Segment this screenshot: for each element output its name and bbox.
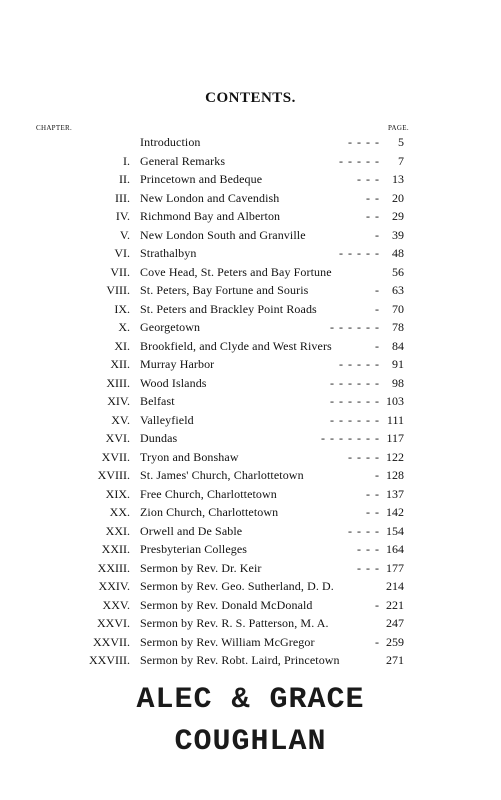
dot-leader: - - - - xyxy=(348,449,380,464)
dot-leader: - - - - - - xyxy=(330,320,380,334)
chapter-number: XXVIII. xyxy=(89,653,130,667)
toc-row xyxy=(0,411,501,430)
dot-leader: - - - - xyxy=(348,523,380,538)
chapter-title: Richmond Bay and Alberton xyxy=(140,209,281,223)
chapter-title: Sermon by Rev. R. S. Patterson, M. A. xyxy=(140,616,329,630)
chapter-column-header: CHAPTER. xyxy=(36,124,73,132)
chapter-number: XXV. xyxy=(102,597,130,612)
table-of-contents xyxy=(0,133,501,670)
dot-leader: - - - - - - xyxy=(330,375,380,390)
dot-leader: - - - - - - - xyxy=(321,431,380,445)
page-number: 48 xyxy=(392,246,404,260)
chapter-number: XII. xyxy=(110,357,130,371)
chapter-title: Zion Church, Charlottetown xyxy=(140,505,279,519)
page-number: 5 xyxy=(398,135,404,149)
dot-leader: - - - - - - xyxy=(330,412,380,427)
chapter-title: St. Peters and Brackley Point Roads xyxy=(140,301,317,316)
chapter-number: XVII. xyxy=(101,449,130,464)
chapter-title: Valleyfield xyxy=(140,412,194,427)
chapter-title: Sermon by Rev. William McGregor xyxy=(140,634,315,649)
dot-leader: - xyxy=(375,468,380,482)
page-number: 154 xyxy=(386,523,404,538)
chapter-number: VIII. xyxy=(106,283,130,297)
toc-row xyxy=(0,300,501,319)
toc-row xyxy=(0,429,501,448)
chapter-title: General Remarks xyxy=(140,153,226,168)
chapter-number: XXIII. xyxy=(97,560,130,575)
page-column-header: PAGE. xyxy=(388,124,409,132)
toc-row xyxy=(0,189,501,208)
chapter-title: Dundas xyxy=(140,431,178,445)
page-number: 137 xyxy=(386,486,404,501)
dot-leader: - - - xyxy=(357,560,380,575)
page-title: CONTENTS. xyxy=(205,90,296,106)
dot-leader: - xyxy=(375,301,380,316)
chapter-title: St. James' Church, Charlottetown xyxy=(140,468,304,482)
toc-row xyxy=(0,577,501,596)
chapter-title: Sermon by Rev. Robt. Laird, Princetown xyxy=(140,653,340,667)
chapter-number: X. xyxy=(118,320,130,334)
chapter-title: Sermon by Rev. Dr. Keir xyxy=(140,560,262,575)
page-number: 117 xyxy=(386,431,404,445)
toc-row xyxy=(0,318,501,337)
dot-leader: - xyxy=(375,283,380,297)
owner-stamp-line-2: COUGHLAN xyxy=(174,725,327,759)
page-number: 78 xyxy=(392,320,404,334)
page-number: 29 xyxy=(392,209,404,223)
toc-row xyxy=(0,374,501,393)
chapter-number: XXIV. xyxy=(98,579,130,593)
chapter-title: Princetown and Bedeque xyxy=(140,172,263,186)
page-number: 247 xyxy=(386,616,404,630)
chapter-title: Wood Islands xyxy=(140,375,207,390)
toc-row xyxy=(0,133,501,152)
chapter-title: Cove Head, St. Peters and Bay Fortune xyxy=(140,264,332,279)
chapter-number: V. xyxy=(119,227,130,242)
dot-leader: - xyxy=(375,634,380,649)
chapter-title: Free Church, Charlottetown xyxy=(140,486,277,501)
dot-leader: - - xyxy=(366,505,380,519)
toc-row xyxy=(0,355,501,374)
page-number: 63 xyxy=(392,283,404,297)
chapter-number: XIII. xyxy=(106,375,130,390)
toc-row xyxy=(0,540,501,559)
chapter-number: XXII. xyxy=(101,542,130,556)
chapter-title: Brookfield, and Clyde and West Rivers xyxy=(140,338,332,353)
chapter-number: IX. xyxy=(114,301,130,316)
chapter-number: III. xyxy=(115,190,130,205)
toc-row xyxy=(0,503,501,522)
page-number: 7 xyxy=(398,153,404,168)
chapter-title: New London South and Granville xyxy=(140,227,306,242)
dot-leader: - - - - - xyxy=(339,246,380,260)
toc-row xyxy=(0,244,501,263)
toc-row xyxy=(0,207,501,226)
dot-leader: - xyxy=(375,338,380,353)
toc-row xyxy=(0,466,501,485)
toc-row xyxy=(0,596,501,615)
toc-row xyxy=(0,522,501,541)
dot-leader: - xyxy=(375,227,380,242)
chapter-number: VII. xyxy=(110,264,130,279)
chapter-title: Tryon and Bonshaw xyxy=(140,449,239,464)
chapter-title: Murray Harbor xyxy=(140,357,215,371)
toc-row xyxy=(0,559,501,578)
toc-row xyxy=(0,170,501,189)
toc-row xyxy=(0,614,501,633)
page-number: 271 xyxy=(386,653,404,667)
toc-row xyxy=(0,152,501,171)
chapter-title: New London and Cavendish xyxy=(140,190,280,205)
dot-leader: - - - - - xyxy=(339,153,380,168)
owner-stamp-line-1: ALEC & GRACE xyxy=(136,683,365,717)
page-number: 111 xyxy=(386,412,404,427)
page-number: 20 xyxy=(392,190,404,205)
chapter-title: Georgetown xyxy=(140,320,201,334)
dot-leader: - xyxy=(375,597,380,612)
chapter-number: XX. xyxy=(109,505,130,519)
chapter-number: XIV. xyxy=(107,394,130,408)
page-number: 39 xyxy=(392,227,404,242)
page-number: 142 xyxy=(386,505,404,519)
toc-row xyxy=(0,448,501,467)
chapter-number: IV. xyxy=(115,209,130,223)
page-number: 128 xyxy=(386,468,404,482)
chapter-number: XV. xyxy=(111,412,130,427)
dot-leader: - - - - xyxy=(348,135,380,149)
page-number: 259 xyxy=(386,634,404,649)
chapter-title: Introduction xyxy=(140,135,201,149)
chapter-number: XXI. xyxy=(105,523,130,538)
page-number: 84 xyxy=(392,338,404,353)
toc-row xyxy=(0,485,501,504)
toc-row xyxy=(0,281,501,300)
page-number: 103 xyxy=(386,394,404,408)
toc-row xyxy=(0,263,501,282)
chapter-number: XVI. xyxy=(105,431,130,445)
chapter-title: Belfast xyxy=(140,394,175,408)
chapter-number: XI. xyxy=(114,338,130,353)
page-number: 98 xyxy=(392,375,404,390)
chapter-number: XIX. xyxy=(105,486,130,501)
page-number: 56 xyxy=(392,264,404,279)
toc-row xyxy=(0,633,501,652)
toc-row xyxy=(0,651,501,670)
dot-leader: - - xyxy=(366,190,380,205)
toc-row xyxy=(0,337,501,356)
dot-leader: - - - - - xyxy=(339,357,380,371)
dot-leader: - - - xyxy=(357,172,380,186)
chapter-number: I. xyxy=(123,153,130,168)
dot-leader: - - - - - - xyxy=(330,394,380,408)
page-number: 122 xyxy=(386,449,404,464)
chapter-title: Presbyterian Colleges xyxy=(140,542,248,556)
page-number: 177 xyxy=(386,560,404,575)
dot-leader: - - xyxy=(366,209,380,223)
page-number: 164 xyxy=(386,542,404,556)
chapter-title: Strathalbyn xyxy=(140,246,197,260)
dot-leader: - - - xyxy=(357,542,380,556)
chapter-number: XXVII. xyxy=(93,634,130,649)
chapter-number: XXVI. xyxy=(97,616,130,630)
chapter-number: II. xyxy=(119,172,130,186)
chapter-title: St. Peters, Bay Fortune and Souris xyxy=(140,283,309,297)
page-number: 91 xyxy=(392,357,404,371)
chapter-number: XVIII. xyxy=(97,468,130,482)
chapter-title: Orwell and De Sable xyxy=(140,523,243,538)
chapter-title: Sermon by Rev. Geo. Sutherland, D. D. xyxy=(140,579,334,593)
dot-leader: - - xyxy=(366,486,380,501)
toc-row xyxy=(0,226,501,245)
toc-row xyxy=(0,392,501,411)
page-number: 13 xyxy=(392,172,404,186)
page-number: 214 xyxy=(386,579,404,593)
page-number: 70 xyxy=(392,301,404,316)
page-number: 221 xyxy=(386,597,404,612)
chapter-title: Sermon by Rev. Donald McDonald xyxy=(140,597,313,612)
chapter-number: VI. xyxy=(114,246,130,260)
